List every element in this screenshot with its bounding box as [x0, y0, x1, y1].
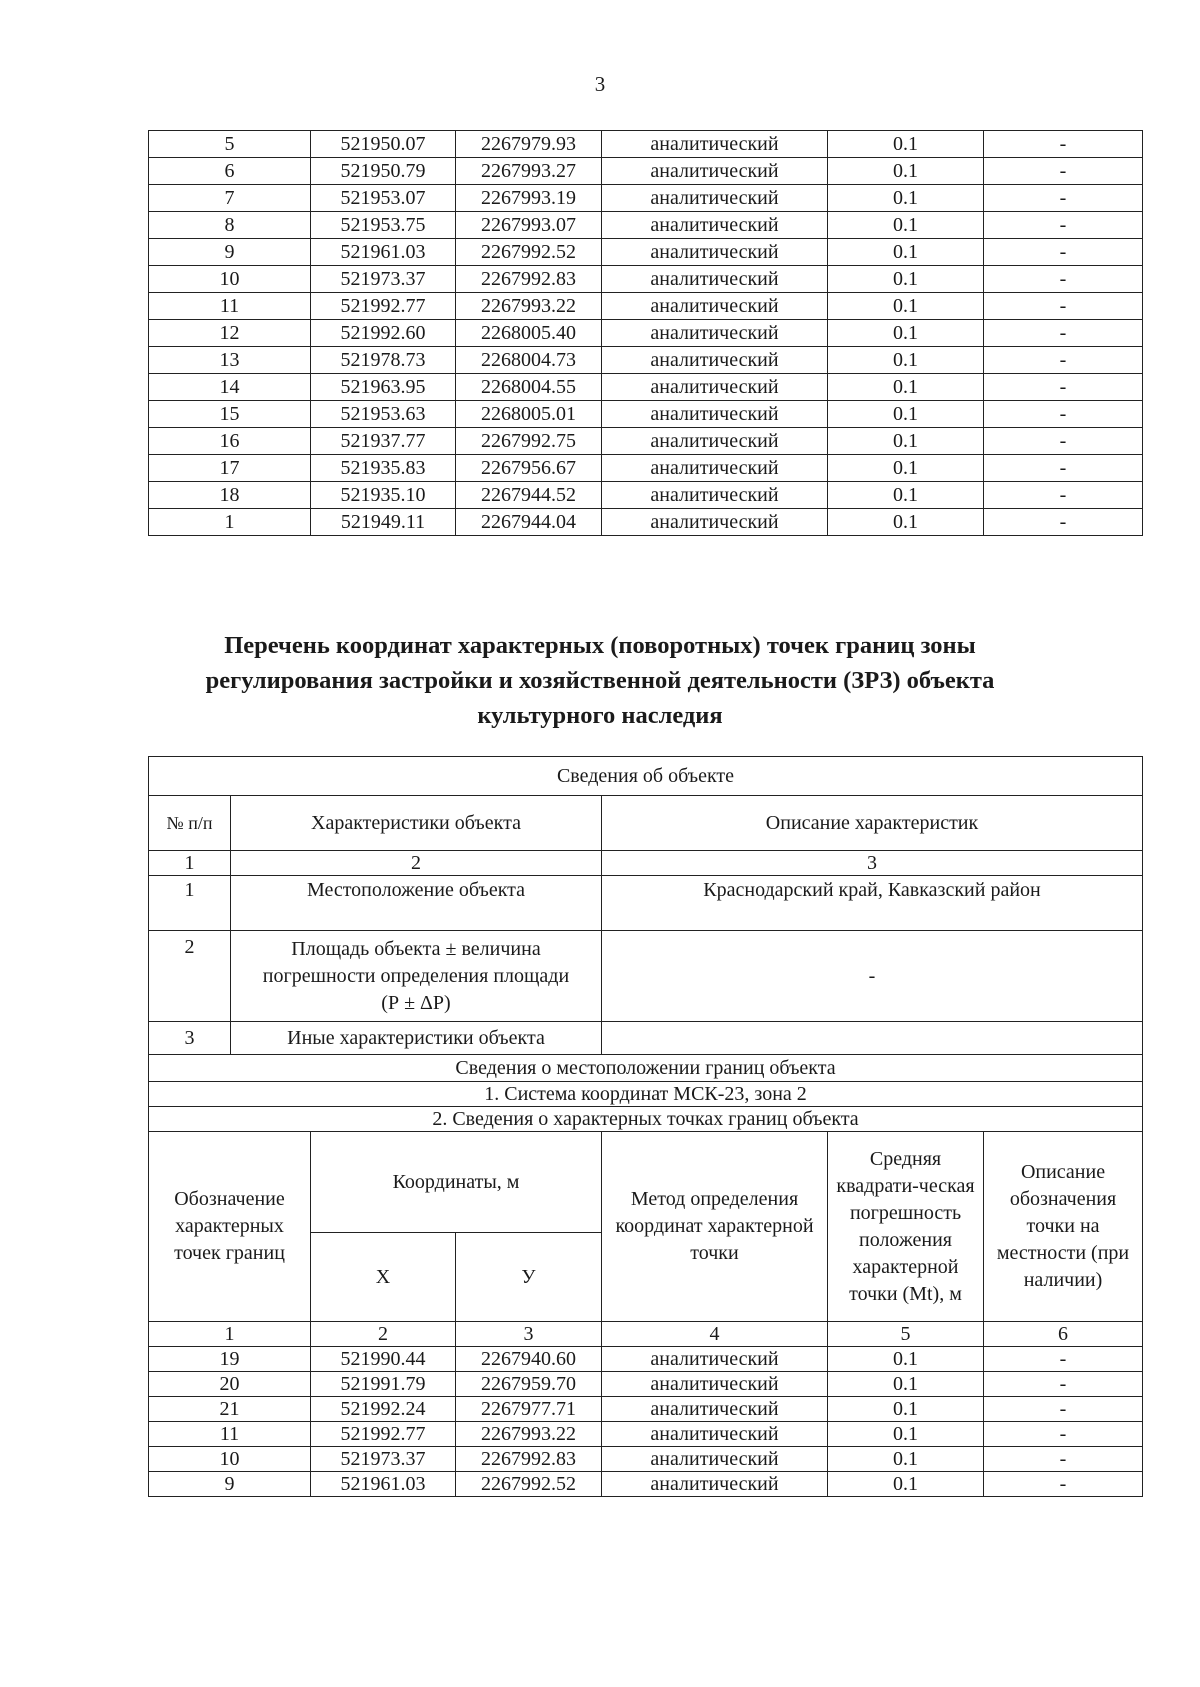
table-row	[149, 266, 1143, 293]
table-cell: 2267993.27	[456, 158, 602, 185]
table-cell: 2267940.60	[456, 1347, 602, 1372]
table-cell: 521949.11	[311, 509, 456, 536]
table-cell: 2268004.55	[456, 374, 602, 401]
table-cell: -	[984, 374, 1143, 401]
col-index: 1	[149, 851, 231, 876]
table-cell: 521990.44	[311, 1347, 456, 1372]
table-cell: 2267993.07	[456, 212, 602, 239]
info-num: 2	[149, 931, 231, 1022]
table-cell: 2267992.75	[456, 428, 602, 455]
table-cell: 0.1	[828, 239, 984, 266]
table-cell: 521950.79	[311, 158, 456, 185]
table-cell: 0.1	[828, 1447, 984, 1472]
table-row	[149, 212, 1143, 239]
table-cell: -	[984, 212, 1143, 239]
col-index: 2	[231, 851, 602, 876]
table-cell: -	[984, 158, 1143, 185]
table-cell: 2267944.04	[456, 509, 602, 536]
table-cell: 521953.07	[311, 185, 456, 212]
table-row	[149, 1447, 1143, 1472]
table-cell: 2268005.40	[456, 320, 602, 347]
table-cell: аналитический	[602, 482, 828, 509]
table-row	[149, 347, 1143, 374]
table-cell: 0.1	[828, 374, 984, 401]
table-cell: аналитический	[602, 374, 828, 401]
table-cell: 2267959.70	[456, 1372, 602, 1397]
table-cell: -	[984, 131, 1143, 158]
table-cell: 0.1	[828, 185, 984, 212]
table-cell: 9	[149, 1472, 311, 1497]
table-cell: 521950.07	[311, 131, 456, 158]
table-cell: 0.1	[828, 320, 984, 347]
table-row	[149, 1397, 1143, 1422]
table-cell: аналитический	[602, 1422, 828, 1447]
table-row	[149, 1472, 1143, 1497]
table-cell: 2267977.71	[456, 1397, 602, 1422]
table-cell: 19	[149, 1347, 311, 1372]
info-value: Краснодарский край, Кавказский район	[602, 876, 1143, 931]
table-cell: 2268005.01	[456, 401, 602, 428]
table-cell: 521991.79	[311, 1372, 456, 1397]
table-cell: -	[984, 185, 1143, 212]
table-cell: 1	[149, 509, 311, 536]
table-row	[149, 1422, 1143, 1447]
table-row	[149, 239, 1143, 266]
table-cell: 17	[149, 455, 311, 482]
table-cell: 0.1	[828, 1472, 984, 1497]
table-row	[149, 428, 1143, 455]
table-cell: 2267979.93	[456, 131, 602, 158]
table-cell: -	[984, 1447, 1143, 1472]
table-row	[149, 293, 1143, 320]
col-index: 3	[602, 851, 1143, 876]
table-cell: 10	[149, 266, 311, 293]
table-cell: 0.1	[828, 1397, 984, 1422]
table-cell: 521953.63	[311, 401, 456, 428]
table-cell: аналитический	[602, 455, 828, 482]
table-cell: 15	[149, 401, 311, 428]
table-cell: 521961.03	[311, 1472, 456, 1497]
table-cell: -	[984, 1347, 1143, 1372]
table-cell: аналитический	[602, 131, 828, 158]
col-method: Метод определения координат характерной точки	[602, 1132, 828, 1322]
col-point-designation: Обозначение характерных точек границ	[149, 1132, 311, 1322]
table-cell: 0.1	[828, 1422, 984, 1447]
table-row	[149, 185, 1143, 212]
info-name: Площадь объекта ± величина погрешности определения площади (Р ± ΔР)	[231, 931, 602, 1022]
col-number: 5	[828, 1322, 984, 1347]
table-cell: 20	[149, 1372, 311, 1397]
location-header: Сведения о местоположении границ объекта	[149, 1055, 1143, 1082]
col-coordinates: Координаты, м	[311, 1132, 602, 1233]
info-name: Иные характеристики объекта	[231, 1022, 602, 1055]
table-cell: аналитический	[602, 266, 828, 293]
table-cell: 521973.37	[311, 266, 456, 293]
table-cell: 2267993.22	[456, 1422, 602, 1447]
table-cell: 2268004.73	[456, 347, 602, 374]
col-number: 3	[456, 1322, 602, 1347]
table-cell: 521973.37	[311, 1447, 456, 1472]
table-cell: аналитический	[602, 239, 828, 266]
table-cell: 21	[149, 1397, 311, 1422]
table-cell: -	[984, 266, 1143, 293]
table-cell: -	[984, 482, 1143, 509]
table-cell: аналитический	[602, 1372, 828, 1397]
info-value: -	[602, 931, 1143, 1022]
col-number: 1	[149, 1322, 311, 1347]
col-num-header: № п/п	[149, 796, 231, 851]
table-cell: аналитический	[602, 1472, 828, 1497]
table-row	[149, 509, 1143, 536]
table-cell: -	[984, 1472, 1143, 1497]
table-row	[149, 131, 1143, 158]
table-cell: аналитический	[602, 347, 828, 374]
table-cell: аналитический	[602, 1447, 828, 1472]
table-cell: 521963.95	[311, 374, 456, 401]
table-cell: 521992.77	[311, 1422, 456, 1447]
table-cell: 8	[149, 212, 311, 239]
table-cell: аналитический	[602, 509, 828, 536]
table-cell: 521935.83	[311, 455, 456, 482]
table-cell: 2267992.83	[456, 266, 602, 293]
table-cell: -	[984, 347, 1143, 374]
table-cell: 11	[149, 1422, 311, 1447]
col-number: 6	[984, 1322, 1143, 1347]
table-row	[149, 401, 1143, 428]
col-y: У	[456, 1233, 602, 1322]
table-cell: 2267992.83	[456, 1447, 602, 1472]
table-cell: 521992.24	[311, 1397, 456, 1422]
table-cell: 0.1	[828, 401, 984, 428]
table-cell: 2267992.52	[456, 239, 602, 266]
table-cell: 521935.10	[311, 482, 456, 509]
object-info-header: Сведения об объекте	[149, 757, 1143, 796]
table-cell: 0.1	[828, 131, 984, 158]
table-cell: 6	[149, 158, 311, 185]
table-cell: 2267993.22	[456, 293, 602, 320]
table-cell: -	[984, 1397, 1143, 1422]
table-cell: 11	[149, 293, 311, 320]
table-cell: аналитический	[602, 320, 828, 347]
table-cell: 5	[149, 131, 311, 158]
table-cell: аналитический	[602, 428, 828, 455]
coord-system: 1. Система координат МСК-23, зона 2	[149, 1082, 1143, 1107]
table-cell: 0.1	[828, 266, 984, 293]
info-num: 3	[149, 1022, 231, 1055]
table-cell: -	[984, 320, 1143, 347]
table-cell: -	[984, 293, 1143, 320]
section-title: Перечень координат характерных (поворотных) точек границ зоны регулирования застройки и хозяйственной деятельности (ЗРЗ) объекта культурного наследия	[205, 632, 995, 729]
table-cell: 521937.77	[311, 428, 456, 455]
col-marking: Описание обозначения точки на местности (при наличии)	[984, 1132, 1143, 1322]
zrz-coordinates-table	[148, 756, 1143, 1497]
table-cell: -	[984, 1372, 1143, 1397]
table-cell: 0.1	[828, 482, 984, 509]
table-cell: 0.1	[828, 1347, 984, 1372]
table-row	[149, 374, 1143, 401]
info-name: Местоположение объекта	[231, 876, 602, 931]
table-cell: 2267956.67	[456, 455, 602, 482]
table-row	[149, 1372, 1143, 1397]
table-cell: 0.1	[828, 212, 984, 239]
table-cell: аналитический	[602, 401, 828, 428]
points-header: 2. Сведения о характерных точках границ объекта	[149, 1107, 1143, 1132]
col-x: X	[311, 1233, 456, 1322]
table-cell: 521992.60	[311, 320, 456, 347]
info-value	[602, 1022, 1143, 1055]
table-row	[149, 320, 1143, 347]
table-cell: аналитический	[602, 185, 828, 212]
table-row	[149, 158, 1143, 185]
table-cell: 0.1	[828, 455, 984, 482]
table-cell: 18	[149, 482, 311, 509]
table-cell: 12	[149, 320, 311, 347]
table-row	[149, 1347, 1143, 1372]
table-cell: 0.1	[828, 428, 984, 455]
table-cell: -	[984, 455, 1143, 482]
table-cell: 521978.73	[311, 347, 456, 374]
table-cell: -	[984, 401, 1143, 428]
table-cell: -	[984, 509, 1143, 536]
table-cell: 2267993.19	[456, 185, 602, 212]
table-cell: 521992.77	[311, 293, 456, 320]
table-cell: 16	[149, 428, 311, 455]
table-cell: 14	[149, 374, 311, 401]
table-cell: -	[984, 428, 1143, 455]
table-cell: 9	[149, 239, 311, 266]
col-error: Средняя квадрати-ческая погрешность положения характерной точки (Mt), м	[828, 1132, 984, 1322]
coordinates-table-continued	[148, 130, 1143, 536]
table-cell: 0.1	[828, 347, 984, 374]
col-number: 2	[311, 1322, 456, 1347]
table-cell: 10	[149, 1447, 311, 1472]
table-row	[149, 455, 1143, 482]
col-number: 4	[602, 1322, 828, 1347]
table-cell: аналитический	[602, 212, 828, 239]
table-row	[149, 482, 1143, 509]
table-cell: 2267944.52	[456, 482, 602, 509]
table-cell: -	[984, 239, 1143, 266]
col-description-header: Описание характеристик	[602, 796, 1143, 851]
table-cell: аналитический	[602, 293, 828, 320]
table-cell: 2267992.52	[456, 1472, 602, 1497]
col-characteristics-header: Характеристики объекта	[231, 796, 602, 851]
table-cell: 13	[149, 347, 311, 374]
table-cell: аналитический	[602, 158, 828, 185]
table-cell: 7	[149, 185, 311, 212]
info-num: 1	[149, 876, 231, 931]
table-cell: 521953.75	[311, 212, 456, 239]
table-cell: 0.1	[828, 293, 984, 320]
table-cell: -	[984, 1422, 1143, 1447]
table-cell: 0.1	[828, 1372, 984, 1397]
page-number: 3	[594, 72, 606, 96]
table-cell: аналитический	[602, 1347, 828, 1372]
table-cell: аналитический	[602, 1397, 828, 1422]
table-cell: 0.1	[828, 158, 984, 185]
table-cell: 521961.03	[311, 239, 456, 266]
table-cell: 0.1	[828, 509, 984, 536]
